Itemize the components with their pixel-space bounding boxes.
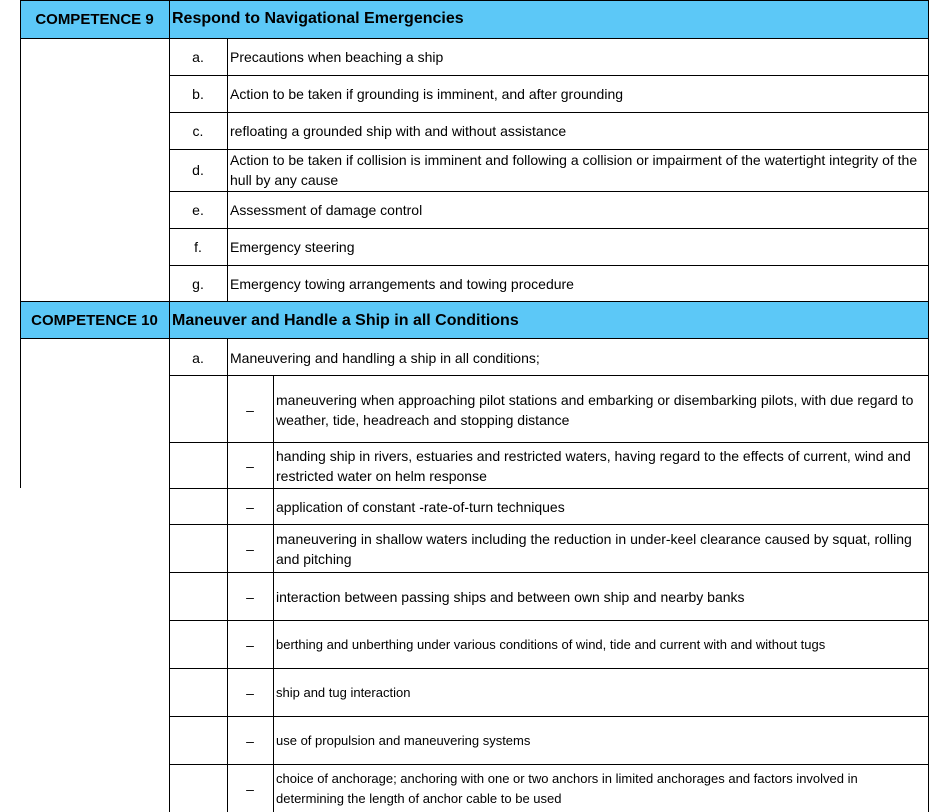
subitem-text: use of propulsion and maneuvering systems	[276, 733, 531, 748]
grid-line	[169, 572, 929, 573]
subitem-text: application of constant -rate-of-turn techniques	[276, 499, 565, 515]
grid-line	[169, 228, 929, 229]
grid-line	[169, 149, 929, 150]
item-text: Precautions when beaching a ship	[230, 48, 444, 65]
subitem-text: interaction between passing ships and between own ship and nearby banks	[276, 589, 745, 605]
competence-title: Maneuver and Handle a Ship in all Conditions	[169, 302, 929, 339]
grid-line	[928, 0, 929, 812]
item-text: Maneuvering and handling a ship in all conditions;	[230, 349, 540, 366]
item-text: Emergency steering	[230, 238, 355, 255]
item-text: Action to be taken if collision is imminent and following a collision or impairment of the watertight integrity of the hull by any cause	[230, 152, 918, 188]
grid-line	[169, 488, 929, 489]
item-label: b.	[192, 85, 204, 102]
subitem-text: choice of anchorage; anchoring with one or two anchors in limited anchorages and factors involved in determining the length of anchor cable to be used	[276, 770, 858, 806]
subitem-bullet: –	[246, 499, 254, 515]
item-label: a.	[192, 349, 204, 366]
grid-line	[169, 764, 929, 765]
grid-line	[169, 442, 929, 443]
item-label: g.	[192, 275, 204, 292]
subitem-text: handing ship in rivers, estuaries and restricted waters, having regard to the effects of current, wind and restricted water on helm response	[276, 448, 911, 484]
competence-code: COMPETENCE 10	[20, 302, 169, 339]
subitem-text: berthing and unberthing under various conditions of wind, tide and current with and without tugs	[276, 637, 826, 652]
grid-line	[227, 38, 228, 302]
subitem-text: ship and tug interaction	[276, 685, 411, 700]
grid-line	[20, 301, 929, 302]
grid-line	[169, 265, 929, 266]
grid-line	[169, 375, 929, 376]
subitem-text: maneuvering in shallow waters including the reduction in under-keel clearance caused by squat, rolling and pitching	[276, 531, 912, 567]
grid-line	[169, 112, 929, 113]
subitem-bullet: –	[246, 780, 254, 797]
item-label: e.	[192, 201, 204, 218]
subitem-text: maneuvering when approaching pilot stations and embarking or disembarking pilots, with due regard to weather, tide, headreach and stopping distance	[276, 391, 914, 428]
grid-line	[169, 75, 929, 76]
grid-line	[20, 0, 929, 1]
item-text: refloating a grounded ship with and without assistance	[230, 122, 567, 139]
grid-line	[20, 0, 21, 302]
item-label: f.	[194, 238, 202, 255]
grid-line	[169, 191, 929, 192]
competence-title: Respond to Navigational Emergencies	[169, 0, 929, 38]
grid-line	[169, 620, 929, 621]
grid-line	[20, 38, 929, 39]
subitem-bullet: –	[246, 637, 254, 653]
grid-line	[20, 302, 21, 488]
item-label: a.	[192, 48, 204, 65]
subitem-bullet: –	[246, 733, 254, 749]
grid-line	[169, 0, 170, 812]
subitem-bullet: –	[246, 458, 254, 474]
item-label: c.	[192, 122, 204, 139]
item-text: Emergency towing arrangements and towing procedure	[230, 275, 574, 292]
item-text: Action to be taken if grounding is imminent, and after grounding	[230, 85, 624, 102]
grid-line	[20, 338, 929, 339]
grid-line	[169, 716, 929, 717]
grid-line	[169, 668, 929, 669]
subitem-bullet: –	[246, 401, 254, 418]
grid-line	[227, 339, 228, 812]
grid-line	[169, 524, 929, 525]
item-label: d.	[192, 162, 204, 178]
competence-code: COMPETENCE 9	[20, 0, 169, 38]
item-text: Assessment of damage control	[230, 201, 423, 218]
subitem-bullet: –	[246, 541, 254, 557]
subitem-bullet: –	[246, 685, 254, 701]
subitem-bullet: –	[246, 589, 254, 605]
